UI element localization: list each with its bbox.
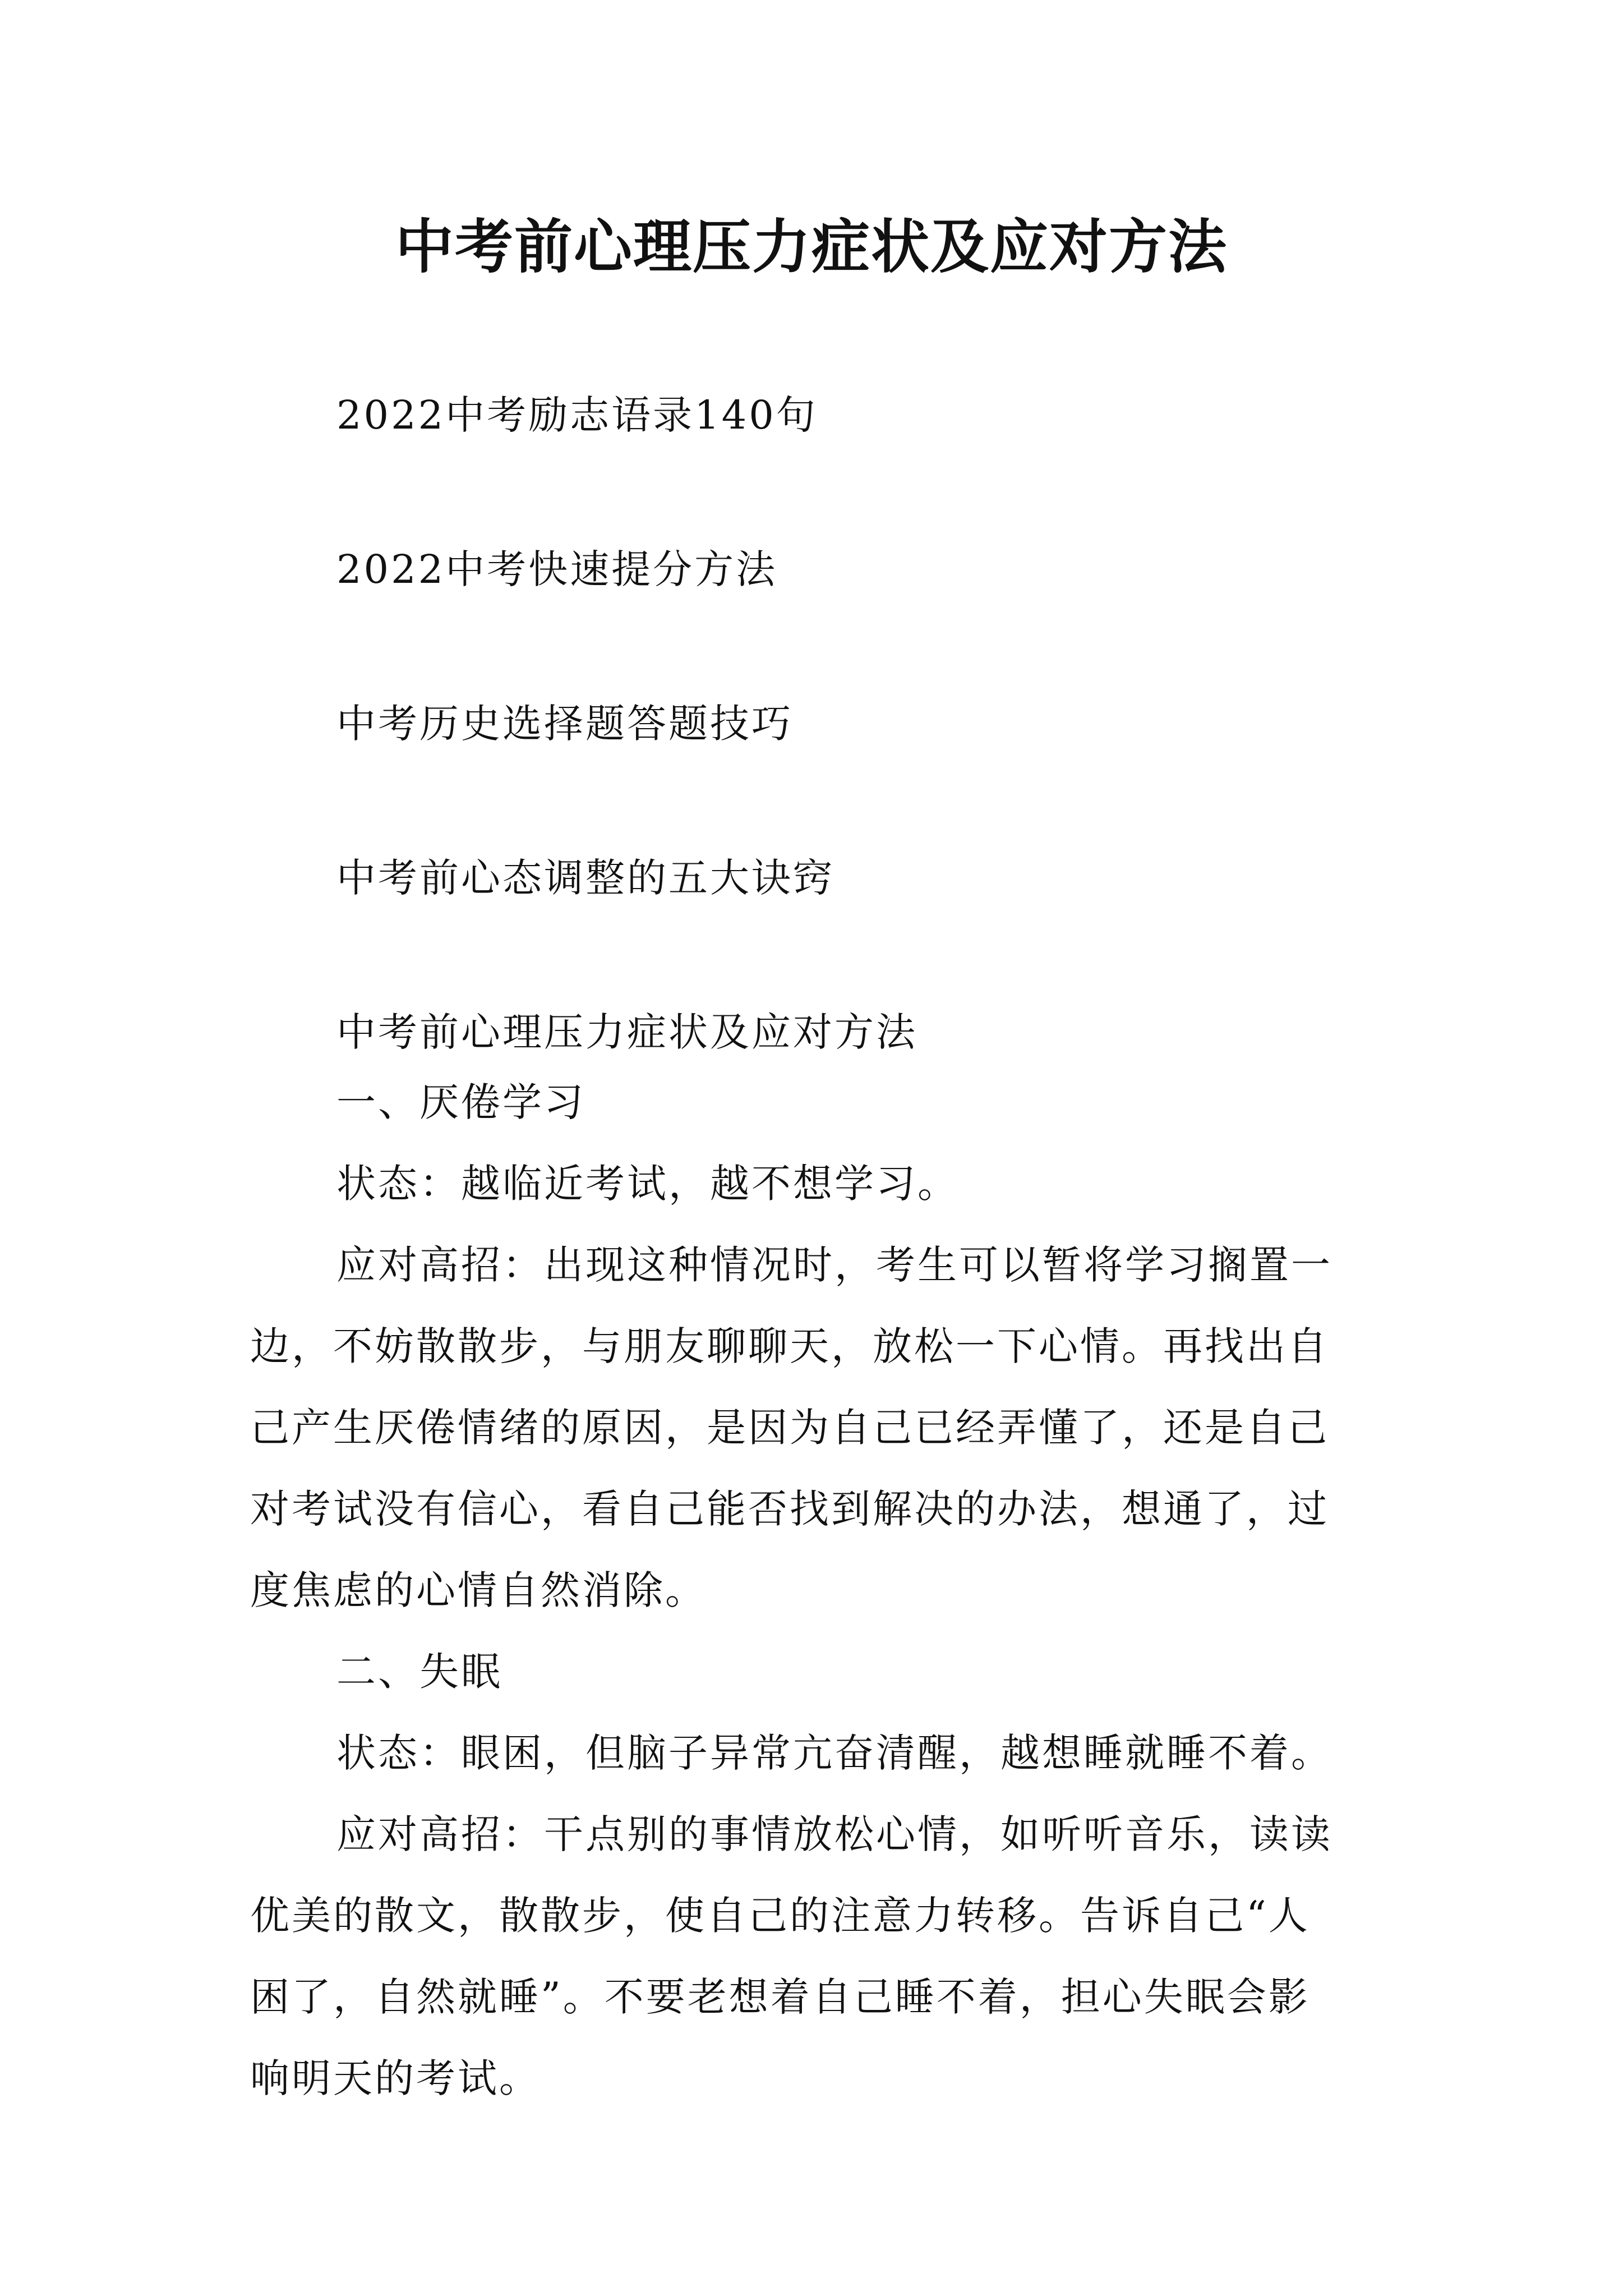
section-2-state: 状态：眼困，但脑子异常亢奋清醒，越想睡就睡不着。 [336,1730,1332,1776]
section-1-advice-line: 己产生厌倦情绪的原因，是因为自己已经弄懂了，还是自己 [250,1405,1329,1451]
section-1-state: 状态：越临近考试，越不想学习。 [336,1161,959,1207]
section-1-advice-line: 度焦虑的心情自然消除。 [250,1567,707,1613]
page-title: 中考前心理压力症状及应对方法 [395,212,1228,281]
section-2-advice-line: 应对高招：干点别的事情放松心情，如听听音乐，读读 [336,1811,1332,1857]
related-link-5[interactable]: 中考前心理压力症状及应对方法 [336,1009,917,1055]
section-2-advice-line: 响明天的考试。 [250,2055,541,2101]
section-2-advice-line: 优美的散文，散散步，使自己的注意力转移。告诉自己“人 [250,1893,1310,1939]
section-1-advice-line: 边，不妨散散步，与朋友聊聊天，放松一下心情。再找出自 [250,1323,1329,1369]
section-2-heading: 二、失眠 [336,1649,502,1695]
section-2-advice-line: 困了，自然就睡”。不要老想着自己睡不着，担心失眠会影 [250,1974,1310,2020]
section-1-advice-line: 应对高招：出现这种情况时，考生可以暂将学习搁置一 [336,1242,1332,1288]
related-link-4[interactable]: 中考前心态调整的五大诀窍 [336,855,834,901]
related-link-1[interactable]: 2022中考励志语录140句 [336,392,818,438]
section-1-advice-line: 对考试没有信心，看自己能否找到解决的办法，想通了，过 [250,1486,1329,1532]
related-link-2[interactable]: 2022中考快速提分方法 [336,546,778,592]
related-link-3[interactable]: 中考历史选择题答题技巧 [336,701,793,747]
section-1-heading: 一、厌倦学习 [336,1079,585,1125]
